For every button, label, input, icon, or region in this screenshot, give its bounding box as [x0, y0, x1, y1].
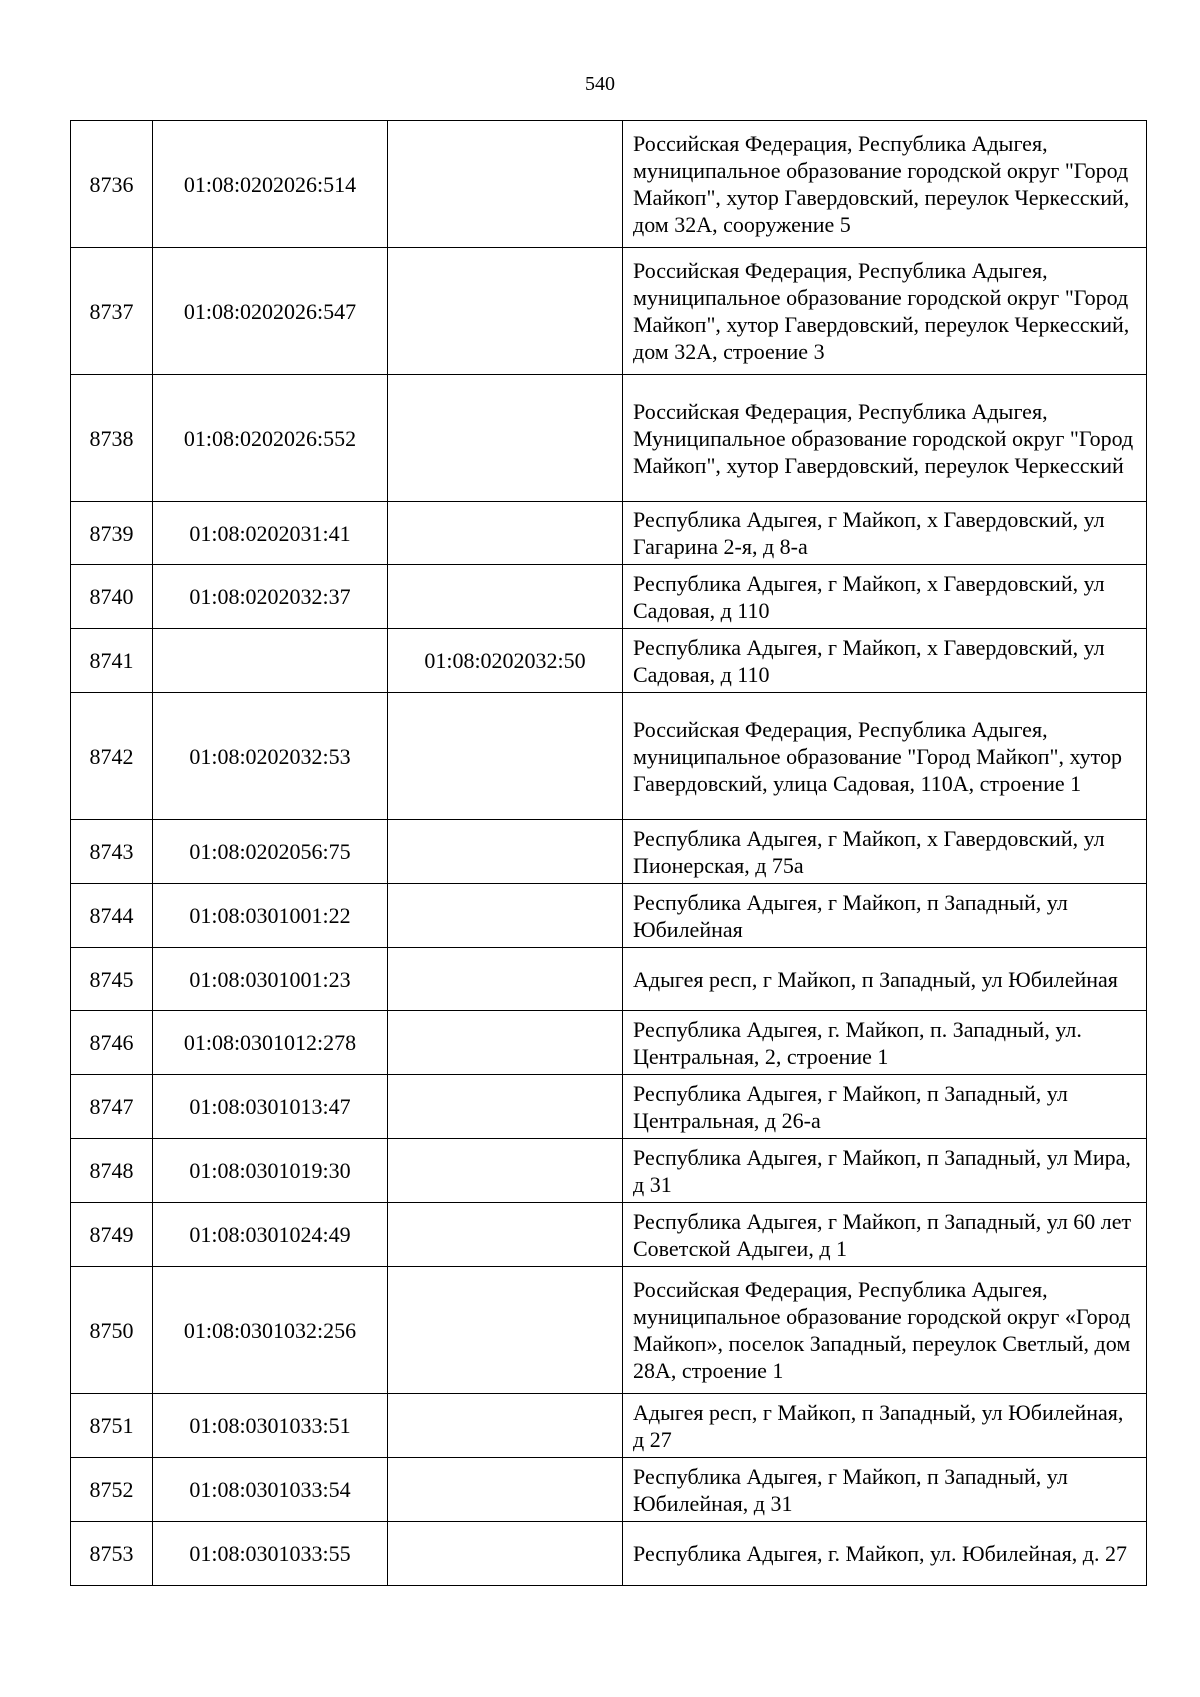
address-cell: Республика Адыгея, г Майкоп, п Западный, ул Мира, д 31	[623, 1139, 1147, 1203]
cadastral-number-cell: 01:08:0202026:514	[153, 121, 388, 248]
row-number-cell: 8736	[71, 121, 153, 248]
registry-table-body	[71, 121, 1147, 1586]
address-cell: Республика Адыгея, г. Майкоп, п. Западный, ул. Центральная, 2, строение 1	[623, 1011, 1147, 1075]
address-cell: Российская Федерация, Республика Адыгея, муниципальное образование городской округ "Город Майкоп", хутор Гавердовский, переулок Черкесский, дом 32А, сооружение 5	[623, 121, 1147, 248]
parent-cadastral-number-cell	[388, 502, 623, 565]
cadastral-number-cell: 01:08:0301012:278	[153, 1011, 388, 1075]
address-cell: Республика Адыгея, г Майкоп, п Западный, ул Юбилейная, д 31	[623, 1458, 1147, 1522]
table-row	[71, 502, 1147, 565]
cadastral-number-cell: 01:08:0202026:547	[153, 248, 388, 375]
address-cell: Адыгея респ, г Майкоп, п Западный, ул Юбилейная, д 27	[623, 1394, 1147, 1458]
cadastral-number-cell: 01:08:0301033:54	[153, 1458, 388, 1522]
address-cell: Российская Федерация, Республика Адыгея, муниципальное образование городской округ "Город Майкоп", хутор Гавердовский, переулок Черкесский, дом 32А, строение 3	[623, 248, 1147, 375]
cadastral-number-cell: 01:08:0301001:22	[153, 884, 388, 948]
address-cell: Республика Адыгея, г Майкоп, п Западный, ул Центральная, д 26-а	[623, 1075, 1147, 1139]
table-row	[71, 1267, 1147, 1394]
row-number-cell: 8752	[71, 1458, 153, 1522]
parent-cadastral-number-cell: 01:08:0202032:50	[388, 629, 623, 693]
address-cell: Российская Федерация, Республика Адыгея, муниципальное образование городской округ «Город Майкоп», поселок Западный, переулок Светлый, дом 28А, строение 1	[623, 1267, 1147, 1394]
address-cell: Российская Федерация, Республика Адыгея, Муниципальное образование городской округ "Город Майкоп", хутор Гавердовский, переулок Черкесский	[623, 375, 1147, 502]
cadastral-number-cell: 01:08:0301032:256	[153, 1267, 388, 1394]
row-number-cell: 8745	[71, 948, 153, 1011]
row-number-cell: 8753	[71, 1522, 153, 1586]
row-number-cell: 8743	[71, 820, 153, 884]
address-cell: Республика Адыгея, г Майкоп, х Гавердовский, ул Пионерская, д 75а	[623, 820, 1147, 884]
parent-cadastral-number-cell	[388, 820, 623, 884]
table-row	[71, 1011, 1147, 1075]
parent-cadastral-number-cell	[388, 1522, 623, 1586]
table-row	[71, 1075, 1147, 1139]
table-row	[71, 121, 1147, 248]
parent-cadastral-number-cell	[388, 565, 623, 629]
cadastral-number-cell: 01:08:0202031:41	[153, 502, 388, 565]
address-cell: Республика Адыгея, г Майкоп, х Гавердовский, ул Садовая, д 110	[623, 629, 1147, 693]
table-row	[71, 565, 1147, 629]
row-number-cell: 8744	[71, 884, 153, 948]
cadastral-number-cell: 01:08:0202026:552	[153, 375, 388, 502]
row-number-cell: 8741	[71, 629, 153, 693]
address-cell: Адыгея респ, г Майкоп, п Западный, ул Юбилейная	[623, 948, 1147, 1011]
parent-cadastral-number-cell	[388, 693, 623, 820]
address-cell: Республика Адыгея, г Майкоп, х Гавердовский, ул Гагарина 2-я, д 8-а	[623, 502, 1147, 565]
table-row	[71, 1522, 1147, 1586]
row-number-cell: 8740	[71, 565, 153, 629]
table-row	[71, 1203, 1147, 1267]
cadastral-number-cell: 01:08:0202032:53	[153, 693, 388, 820]
table-row	[71, 693, 1147, 820]
row-number-cell: 8747	[71, 1075, 153, 1139]
address-cell: Республика Адыгея, г Майкоп, п Западный, ул 60 лет Советской Адыгеи, д 1	[623, 1203, 1147, 1267]
table-row	[71, 884, 1147, 948]
parent-cadastral-number-cell	[388, 1394, 623, 1458]
parent-cadastral-number-cell	[388, 1075, 623, 1139]
parent-cadastral-number-cell	[388, 1011, 623, 1075]
table-row	[71, 1139, 1147, 1203]
parent-cadastral-number-cell	[388, 1458, 623, 1522]
address-cell: Республика Адыгея, г. Майкоп, ул. Юбилейная, д. 27	[623, 1522, 1147, 1586]
parent-cadastral-number-cell	[388, 375, 623, 502]
parent-cadastral-number-cell	[388, 948, 623, 1011]
table-row	[71, 1394, 1147, 1458]
row-number-cell: 8746	[71, 1011, 153, 1075]
cadastral-number-cell: 01:08:0301033:55	[153, 1522, 388, 1586]
parent-cadastral-number-cell	[388, 1203, 623, 1267]
row-number-cell: 8748	[71, 1139, 153, 1203]
address-cell: Российская Федерация, Республика Адыгея, муниципальное образование "Город Майкоп", хутор Гавердовский, улица Садовая, 110А, строение 1	[623, 693, 1147, 820]
row-number-cell: 8749	[71, 1203, 153, 1267]
page-number: 540	[585, 73, 615, 95]
table-row	[71, 375, 1147, 502]
table-row	[71, 820, 1147, 884]
parent-cadastral-number-cell	[388, 1139, 623, 1203]
cadastral-number-cell: 01:08:0301024:49	[153, 1203, 388, 1267]
row-number-cell: 8751	[71, 1394, 153, 1458]
address-cell: Республика Адыгея, г Майкоп, п Западный, ул Юбилейная	[623, 884, 1147, 948]
address-cell: Республика Адыгея, г Майкоп, х Гавердовский, ул Садовая, д 110	[623, 565, 1147, 629]
cadastral-number-cell: 01:08:0301001:23	[153, 948, 388, 1011]
parent-cadastral-number-cell	[388, 121, 623, 248]
cadastral-number-cell: 01:08:0301019:30	[153, 1139, 388, 1203]
row-number-cell: 8750	[71, 1267, 153, 1394]
table-row	[71, 1458, 1147, 1522]
row-number-cell: 8738	[71, 375, 153, 502]
table-row	[71, 629, 1147, 693]
cadastral-number-cell: 01:08:0202056:75	[153, 820, 388, 884]
row-number-cell: 8739	[71, 502, 153, 565]
cadastral-number-cell: 01:08:0301033:51	[153, 1394, 388, 1458]
cadastral-number-cell	[153, 629, 388, 693]
cadastral-number-cell: 01:08:0202032:37	[153, 565, 388, 629]
parent-cadastral-number-cell	[388, 1267, 623, 1394]
parent-cadastral-number-cell	[388, 884, 623, 948]
parent-cadastral-number-cell	[388, 248, 623, 375]
table-row	[71, 948, 1147, 1011]
table-row	[71, 248, 1147, 375]
cadastral-number-cell: 01:08:0301013:47	[153, 1075, 388, 1139]
row-number-cell: 8737	[71, 248, 153, 375]
registry-table	[70, 120, 1147, 1586]
row-number-cell: 8742	[71, 693, 153, 820]
